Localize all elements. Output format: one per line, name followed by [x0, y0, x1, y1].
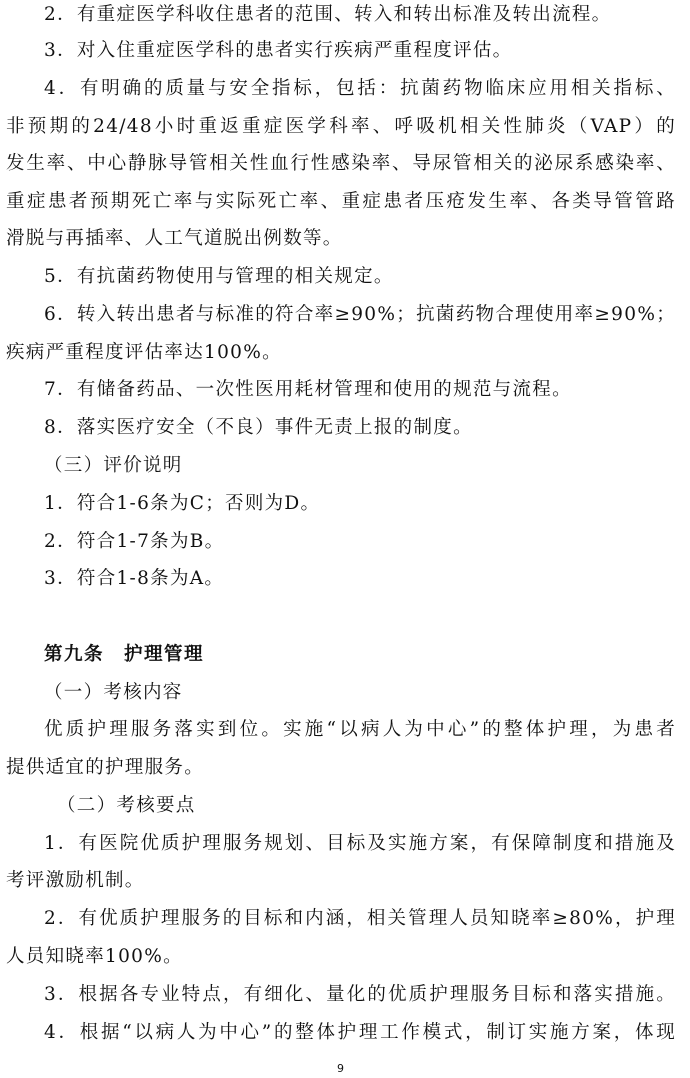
- key-point-2-line-2: 人员知晓率100%。: [6, 946, 183, 967]
- evaluation-item-2: 2．符合1-7条为B。: [44, 531, 225, 552]
- key-point-2-line-1: 2．有优质护理服务的目标和内涵，相关管理人员知晓率≥80%，护理: [44, 908, 676, 929]
- section-2-heading: （二）考核要点: [57, 795, 196, 816]
- criterion-6-line-1: 6．转入转出患者与标准的符合率≥90%；抗菌药物合理使用率≥90%；: [44, 304, 676, 325]
- criterion-4-line-1: 4．有明确的质量与安全指标，包括：抗菌药物临床应用相关指标、: [44, 78, 676, 99]
- criterion-6-line-2: 疾病严重程度评估率达100%。: [6, 342, 282, 363]
- key-point-3: 3．根据各专业特点，有细化、量化的优质护理服务目标和落实措施。: [44, 984, 676, 1005]
- evaluation-item-1: 1．符合1-6条为C；否则为D。: [44, 493, 321, 514]
- section-1-heading: （一）考核内容: [44, 682, 183, 703]
- evaluation-item-3: 3．符合1-8条为A。: [44, 568, 225, 589]
- criterion-4-line-3: 发生率、中心静脉导管相关性血行性感染率、导尿管相关的泌尿系感染率、: [6, 153, 676, 174]
- criterion-2: 2．有重症医学科收住患者的范围、转入和转出标准及转出流程。: [44, 4, 612, 25]
- key-point-4-line-1: 4．根据“以病人为中心”的整体护理工作模式，制订实施方案，体现: [44, 1022, 676, 1043]
- section-1-body-line-2: 提供适宜的护理服务。: [6, 757, 205, 778]
- page-number: 9: [337, 1062, 344, 1075]
- article-title: 第九条 护理管理: [44, 644, 205, 665]
- criterion-3: 3．对入住重症医学科的患者实行疾病严重程度评估。: [44, 40, 513, 61]
- section-1-body-line-1: 优质护理服务落实到位。实施“以病人为中心”的整体护理，为患者: [44, 719, 676, 740]
- criterion-5: 5．有抗菌药物使用与管理的相关规定。: [44, 266, 394, 287]
- criterion-7: 7．有储备药品、一次性医用耗材管理和使用的规范与流程。: [44, 379, 572, 400]
- criterion-4-line-4: 重症患者预期死亡率与实际死亡率、重症患者压疮发生率、各类导管管路: [6, 191, 676, 212]
- criterion-4-line-5: 滑脱与再插率、人工气道脱出例数等。: [6, 228, 343, 249]
- key-point-1-line-2: 考评激励机制。: [6, 870, 145, 891]
- evaluation-heading: （三）评价说明: [44, 455, 183, 476]
- criterion-8: 8．落实医疗安全（不良）事件无责上报的制度。: [44, 417, 473, 438]
- criterion-4-line-2: 非预期的24/48小时重返重症医学科率、呼吸机相关性肺炎（VAP）的: [6, 116, 676, 137]
- key-point-1-line-1: 1．有医院优质护理服务规划、目标及实施方案，有保障制度和措施及: [44, 833, 676, 854]
